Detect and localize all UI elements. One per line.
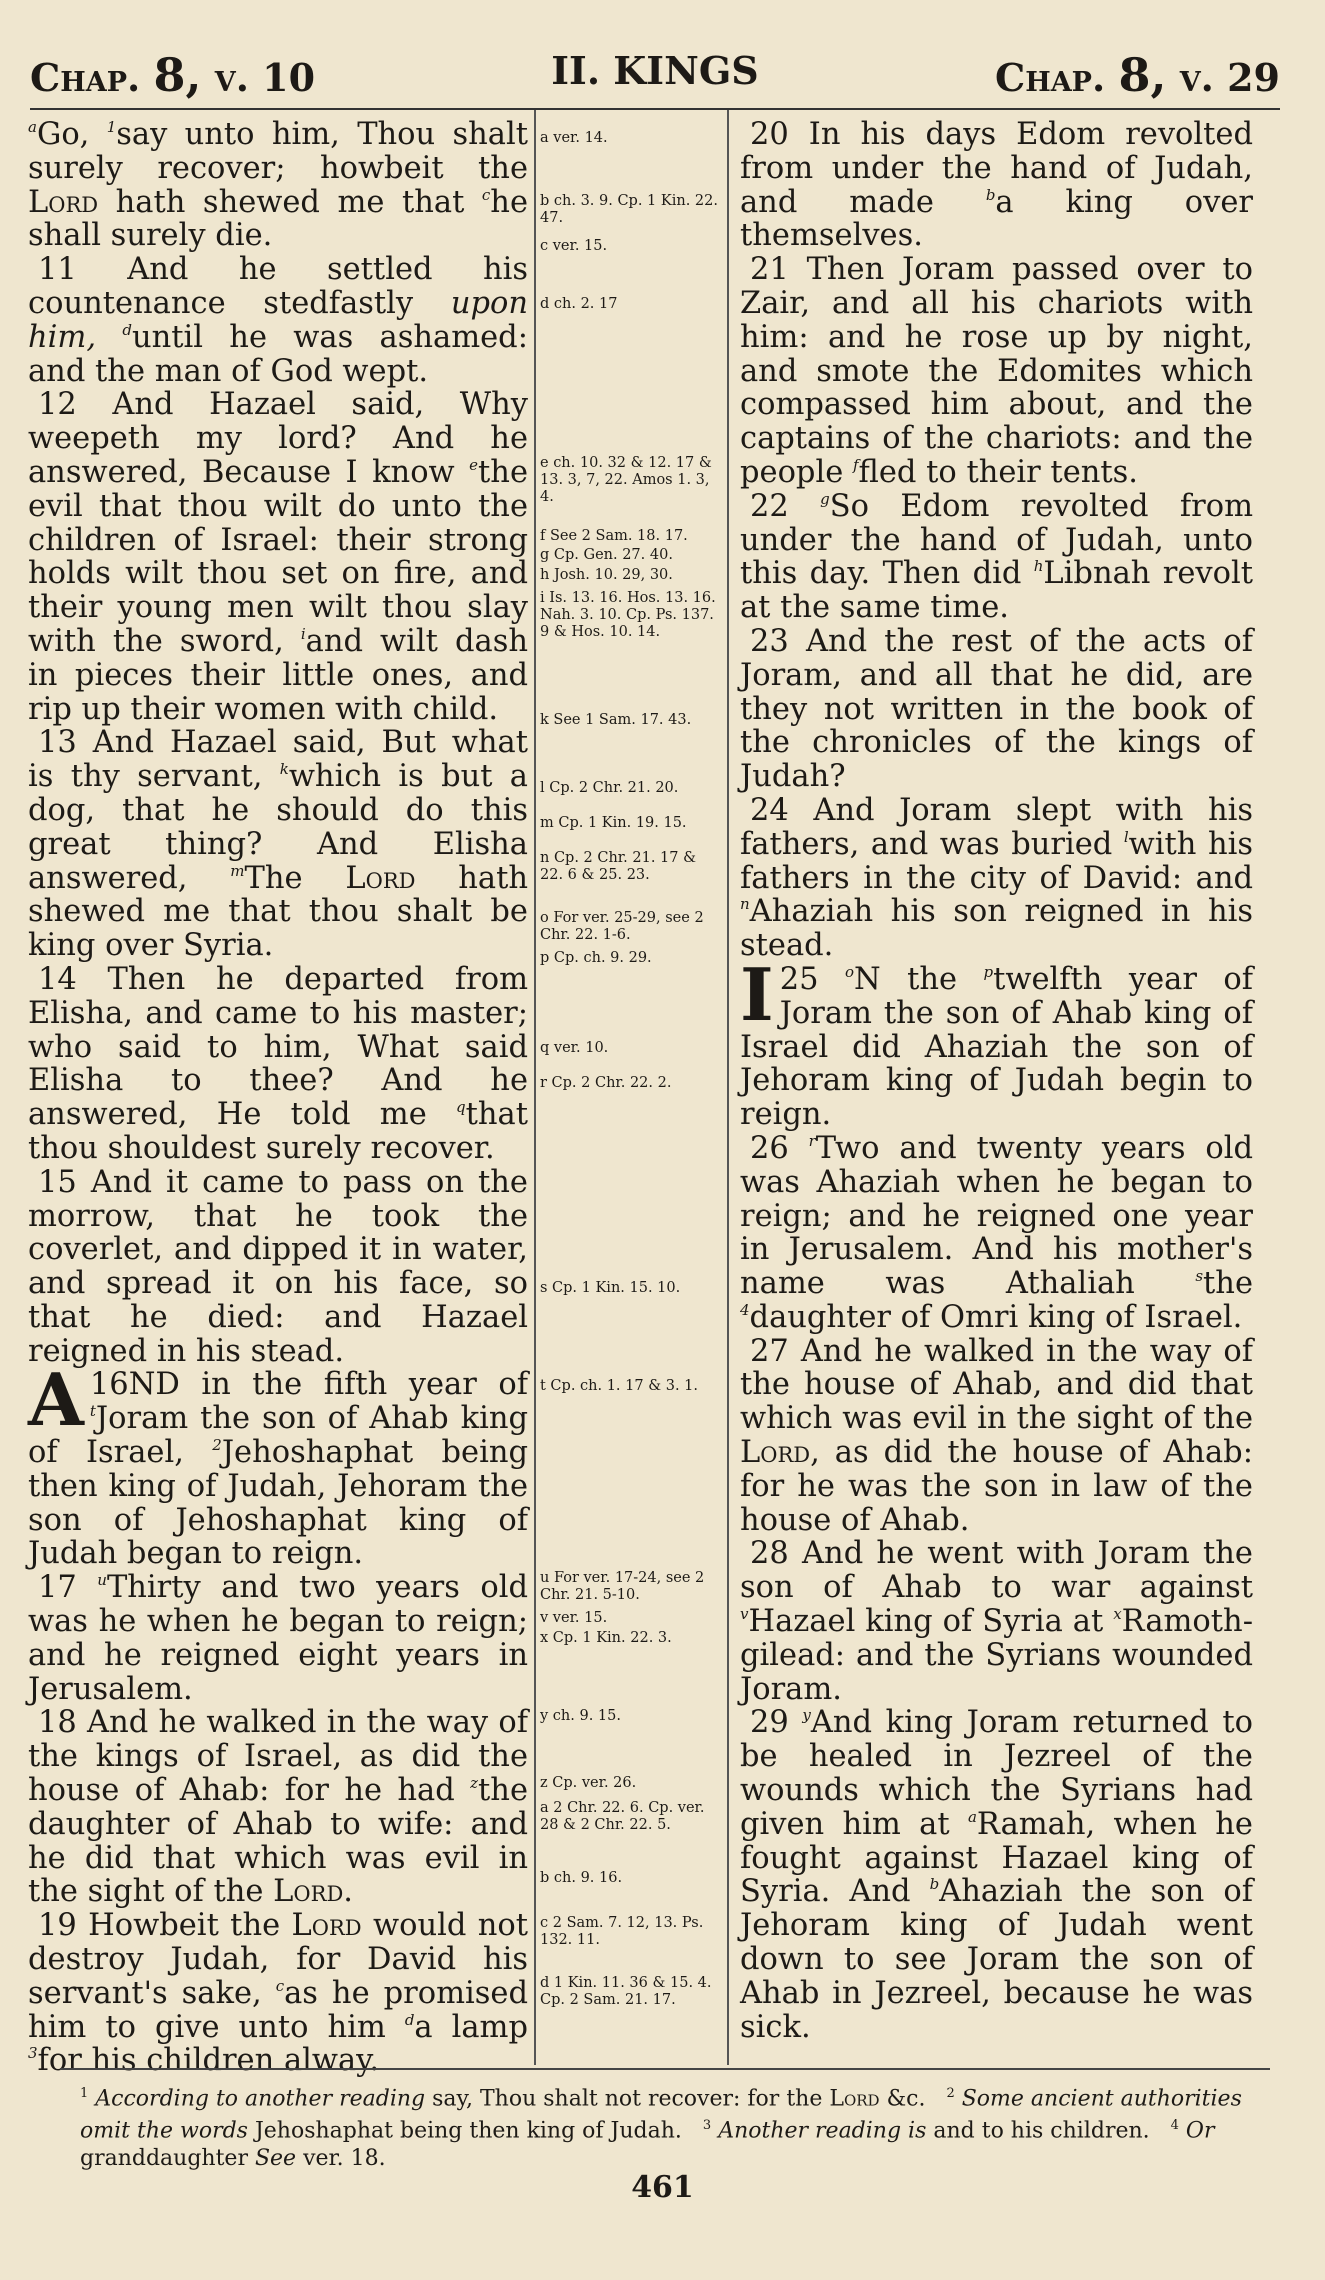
right-text-column <box>740 118 1253 2044</box>
margin-ref: x Cp. 1 Kin. 22. 3. <box>540 1630 672 1646</box>
margin-ref: p Cp. ch. 9. 29. <box>540 950 652 966</box>
verse-17: 17 $^u$Thirty and two years old was he when he began to reign; and he reigned eight years in Jerusalem. <box>28 1570 528 1707</box>
margin-ref: c ver. 15. <box>540 238 608 254</box>
drop-cap-a: A <box>28 1357 84 1443</box>
verse-19: 19 Howbeit the Lord would not destroy Judah, for David his servant's sake, $^c$as he promised him to give unto him $^d$a lamp $^3$for his children alway. <box>28 1908 529 2079</box>
margin-ref: r Cp. 2 Chr. 22. 2. <box>540 1075 672 1091</box>
margin-ref: c 2 Sam. 7. 12, 13. Ps. 132. 11. <box>540 1915 704 1948</box>
margin-ref: k See 1 Sam. 17. 43. <box>540 712 692 728</box>
verse-21: 21 Then Joram passed over to Zair, and all his chariots with him: and he rose up by night, and smote the Edomites which compassed him about, and the captains of the chariots: and the people $^f$fled to their tents. <box>740 252 1253 490</box>
header-left: Chap. 8, v. 10 <box>30 48 316 102</box>
header-right: Chap. 8, v. 29 <box>994 48 1280 102</box>
margin-ref: a ver. 14. <box>540 130 608 146</box>
margin-ref: m Cp. 1 Kin. 19. 15. <box>540 815 687 831</box>
verse-18: 18 And he walked in the way of the kings of Israel, as did the house of Ahab: for he had $^z$the daughter of Ahab to wife: and he did that which was evil in the sight of the Lord. <box>28 1705 528 1910</box>
footnotes <box>80 2080 1270 2172</box>
margin-ref: z Cp. ver. 26. <box>540 1775 637 1791</box>
footnote-line: $^1$ According to another reading say, Thou shalt not recover: for the Lord &c. $^2$ Some ancient authorities omit the words Jehoshaphat being then king of Judah. $^3$ Another reading is and to his children. $^4$ Or granddaughter See ver. 18. <box>80 2086 1242 2171</box>
margin-ref: e ch. 10. 32 & 12. 17 & 13. 3, 7, 22. Amos 1. 3, 4. <box>540 455 712 505</box>
verse-28: 28 And he went with Joram the son of Ahab to war against $^v$Hazael king of Syria at $^x$Ramoth-gilead: and the Syrians wounded Joram. <box>740 1536 1253 1707</box>
margin-ref: i Is. 13. 16. Hos. 13. 16. Nah. 3. 10. Cp. Ps. 137. 9 & Hos. 10. 14. <box>540 590 716 640</box>
margin-ref: o For ver. 25-29, see 2 Chr. 22. 1-6. <box>540 910 704 943</box>
margin-ref: b ch. 3. 9. Cp. 1 Kin. 22. 47. <box>540 193 718 226</box>
margin-ref: a 2 Chr. 22. 6. Cp. ver. 28 & 2 Chr. 22. 5. <box>540 1800 705 1833</box>
margin-ref: l Cp. 2 Chr. 21. 20. <box>540 780 679 796</box>
verse-14: 14 Then he departed from Elisha, and came to his master; who said to him, What said Elisha to thee? And he answered, He told me $^q$that thou shouldest surely recover. <box>28 961 528 1166</box>
margin-ref: h Josh. 10. 29, 30. <box>540 567 673 583</box>
book-title: II. KINGS <box>551 48 759 93</box>
margin-ref: u For ver. 17-24, see 2 Chr. 21. 5-10. <box>540 1570 705 1603</box>
margin-ref: f See 2 Sam. 18. 17. <box>540 528 688 544</box>
verse-26: 26 $^r$Two and twenty years old was Ahaziah when he began to reign; and he reigned one year in Jerusalem. And his mother's name was Athaliah $^s$the $^4$daughter of Omri king of Israel. <box>740 1130 1253 1335</box>
margin-ref: y ch. 9. 15. <box>540 1708 621 1724</box>
page-number: 461 <box>631 2170 694 2205</box>
left-text-column <box>28 118 528 2078</box>
running-header <box>30 48 1280 108</box>
footnote-rule <box>60 2068 1270 2070</box>
margin-ref: n Cp. 2 Chr. 21. 17 & 22. 6 & 25. 23. <box>540 850 697 883</box>
verse-16: 16 A ND in the fifth year of $^t$Joram the son of Ahab king of Israel, $^2$Jehoshaphat being then king of Judah, Jehoram the son of Jehoshaphat king of Judah began to reign. <box>28 1357 528 1572</box>
verse-10: $^a$Go, $^1$say unto him, Thou shalt surely recover; howbeit the Lord hath shewed me that $^c$he shall surely die. <box>28 117 528 254</box>
verse-25: 25 $^o$ I N the $^p$twelfth year of Joram the son of Ahab king of Israel did Ahaziah the son of Jehoram king of Judah begin to reign. <box>740 951 1253 1133</box>
margin-ref: g Cp. Gen. 27. 40. <box>540 547 673 563</box>
verse-20: 20 In his days Edom revolted from under the hand of Judah, and made $^b$a king over themselves. <box>740 117 1254 254</box>
margin-ref: t Cp. ch. 1. 17 & 3. 1. <box>540 1378 699 1394</box>
margin-ref: b ch. 9. 16. <box>540 1870 623 1886</box>
verse-23: 23 And the rest of the acts of Joram, and all that he did, are they not written in the book of the chronicles of the kings of Judah? <box>740 623 1253 795</box>
margin-ref: s Cp. 1 Kin. 15. 10. <box>540 1280 681 1296</box>
verse-13: 13 And Hazael said, But what is thy servant, $^k$which is but a dog, that he should do this great thing? And Elisha answered, $^m$The Lord hath shewed me that thou shalt be king over Syria. <box>28 725 528 964</box>
column-divider-left <box>534 110 536 2065</box>
drop-cap-i: I <box>740 951 774 1037</box>
margin-ref: d ch. 2. 17 <box>540 296 618 312</box>
margin-ref: d 1 Kin. 11. 36 & 15. 4. Cp. 2 Sam. 21. 17. <box>540 1975 712 2008</box>
verse-22: 22 $^g$So Edom revolted from under the hand of Judah, unto this day. Then did $^h$Libnah revolt at the same time. <box>740 488 1254 626</box>
verse-12: 12 And Hazael said, Why weepeth my lord? And he answered, Because I know $^e$the evil that thou wilt do unto the children of Israel: their strong holds wilt thou set on fire, and their young men wilt thou slay with the sword, $^i$and wilt dash in pieces their little ones, and rip up their women with child. <box>28 387 528 727</box>
margin-ref: q ver. 10. <box>540 1040 609 1056</box>
verse-15: 15 And it came to pass on the morrow, that he took the coverlet, and dipped it in water, and spread it on his face, so that he died: and Hazael reigned in his stead. <box>28 1164 528 1369</box>
header-rule <box>30 108 1280 110</box>
verse-11: 11 And he settled his countenance stedfastly upon him, $^d$until he was ashamed: and the man of God wept. <box>28 252 528 389</box>
margin-ref: v ver. 15. <box>540 1610 608 1626</box>
verse-27: 27 And he walked in the way of the house of Ahab, and did that which was evil in the sight of the Lord, as did the house of Ahab: for he was the son in law of the house of Ahab. <box>740 1333 1253 1538</box>
verse-29: 29 $^y$And king Joram returned to be healed in Jezreel of the wounds which the Syrians had given him at $^a$Ramah, when he fought against Hazael king of Syria. And $^b$Ahaziah the son of Jehoram king of Judah went down to see Joram the son of Ahab in Jezreel, because he was sick. <box>740 1705 1253 2045</box>
column-divider-right <box>727 110 729 2065</box>
verse-24: 24 And Joram slept with his fathers, and was buried $^l$with his fathers in the city of David: and $^n$Ahaziah his son reigned in his stead. <box>740 792 1253 964</box>
